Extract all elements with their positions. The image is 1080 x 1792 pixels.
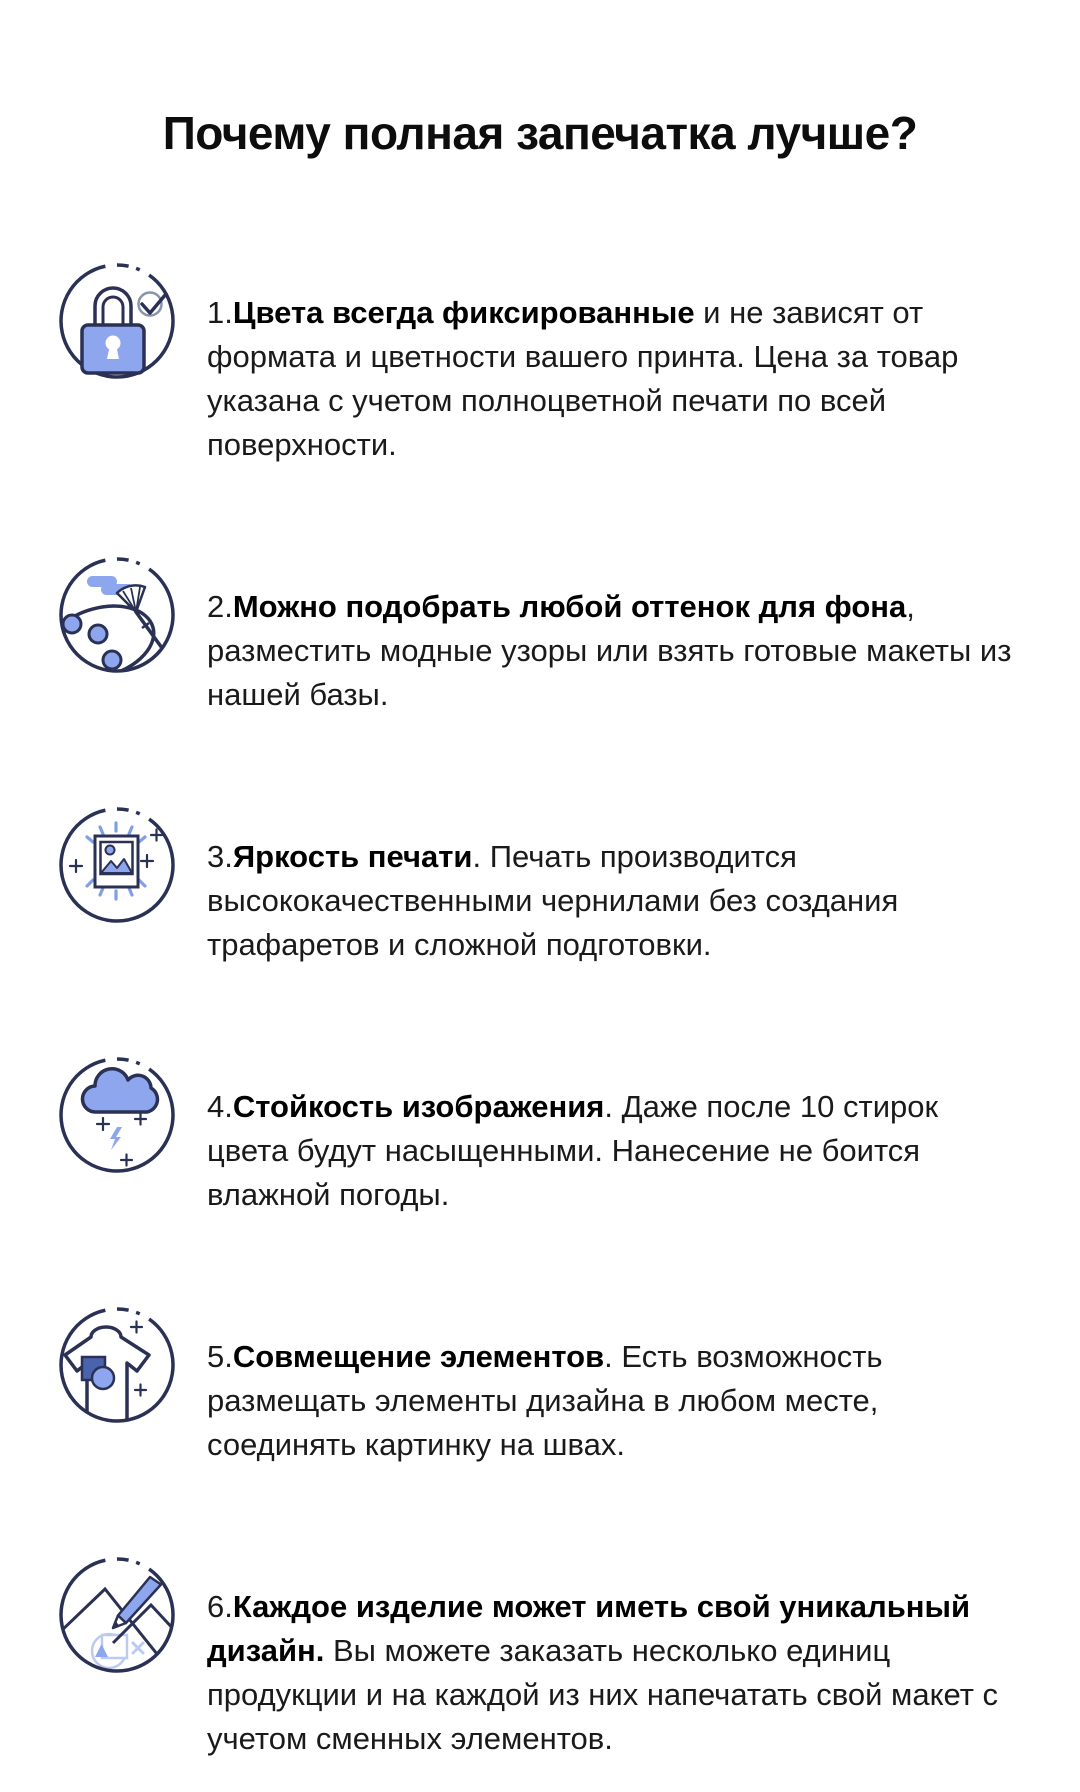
benefit-number: 5. [207, 1339, 233, 1374]
benefit-bold: Яркость печати [232, 839, 473, 874]
lock-check-icon [56, 260, 178, 382]
rain-cloud-icon [56, 1054, 178, 1176]
benefit-text-1 [207, 291, 1013, 467]
infographic-page [0, 106, 1080, 1756]
benefit-text-4 [207, 1085, 1013, 1217]
benefit-bold: Стойкость изображения [232, 1089, 605, 1124]
benefit-item-3 [0, 804, 1080, 998]
benefit-number: 3. [207, 839, 233, 874]
benefit-rest: и не зависят от формата и цветности вашего принта. Цена за товар указана с учетом полноцветной печати по всей поверхности. [207, 295, 959, 462]
benefit-item-5 [0, 1304, 1080, 1498]
palette-brush-icon [56, 554, 178, 676]
page-title: Почему полная запечатка лучше? [162, 107, 918, 159]
benefit-item-6 [0, 1554, 1080, 1792]
benefit-rest: , разместить модные узоры или взять готовые макеты из нашей базы. [207, 589, 1012, 712]
benefit-rest: . Печать производится высококачественными чернилами без создания трафаретов и сложной подготовки. [207, 839, 899, 962]
benefit-rest: Вы можете заказать несколько единиц продукции и на каждой из них напечатать свой макет с учетом сменных элементов. [207, 1633, 999, 1756]
benefit-item-4 [0, 1054, 1080, 1248]
benefit-item-2 [0, 554, 1080, 748]
bright-image-icon [56, 804, 178, 926]
benefit-bold: Каждое изделие может иметь свой уникальный дизайн. [207, 1589, 971, 1668]
benefit-bold: Цвета всегда фиксированные [232, 295, 695, 330]
benefit-text-2 [207, 585, 1013, 717]
benefit-bold: Можно подобрать любой оттенок для фона [232, 589, 907, 624]
benefit-number: 4. [207, 1089, 233, 1124]
benefit-text-6 [207, 1585, 1013, 1761]
benefit-rest: . Есть возможность размещать элементы дизайна в любом месте, соединять картинку на швах. [207, 1339, 883, 1462]
benefit-number: 1. [207, 295, 233, 330]
pencil-design-icon [56, 1554, 178, 1676]
benefit-rest: . Даже после 10 стирок цвета будут насыщенными. Нанесение не боится влажной погоды. [207, 1089, 939, 1212]
benefit-item-1 [0, 260, 1080, 498]
benefit-number: 2. [207, 589, 233, 624]
benefit-text-3 [207, 835, 1013, 967]
tshirt-print-icon [56, 1304, 178, 1426]
benefit-bold: Совмещение элементов [232, 1339, 605, 1374]
benefit-text-5 [207, 1335, 1013, 1467]
benefits-list [0, 260, 1080, 1792]
benefit-number: 6. [207, 1589, 233, 1624]
